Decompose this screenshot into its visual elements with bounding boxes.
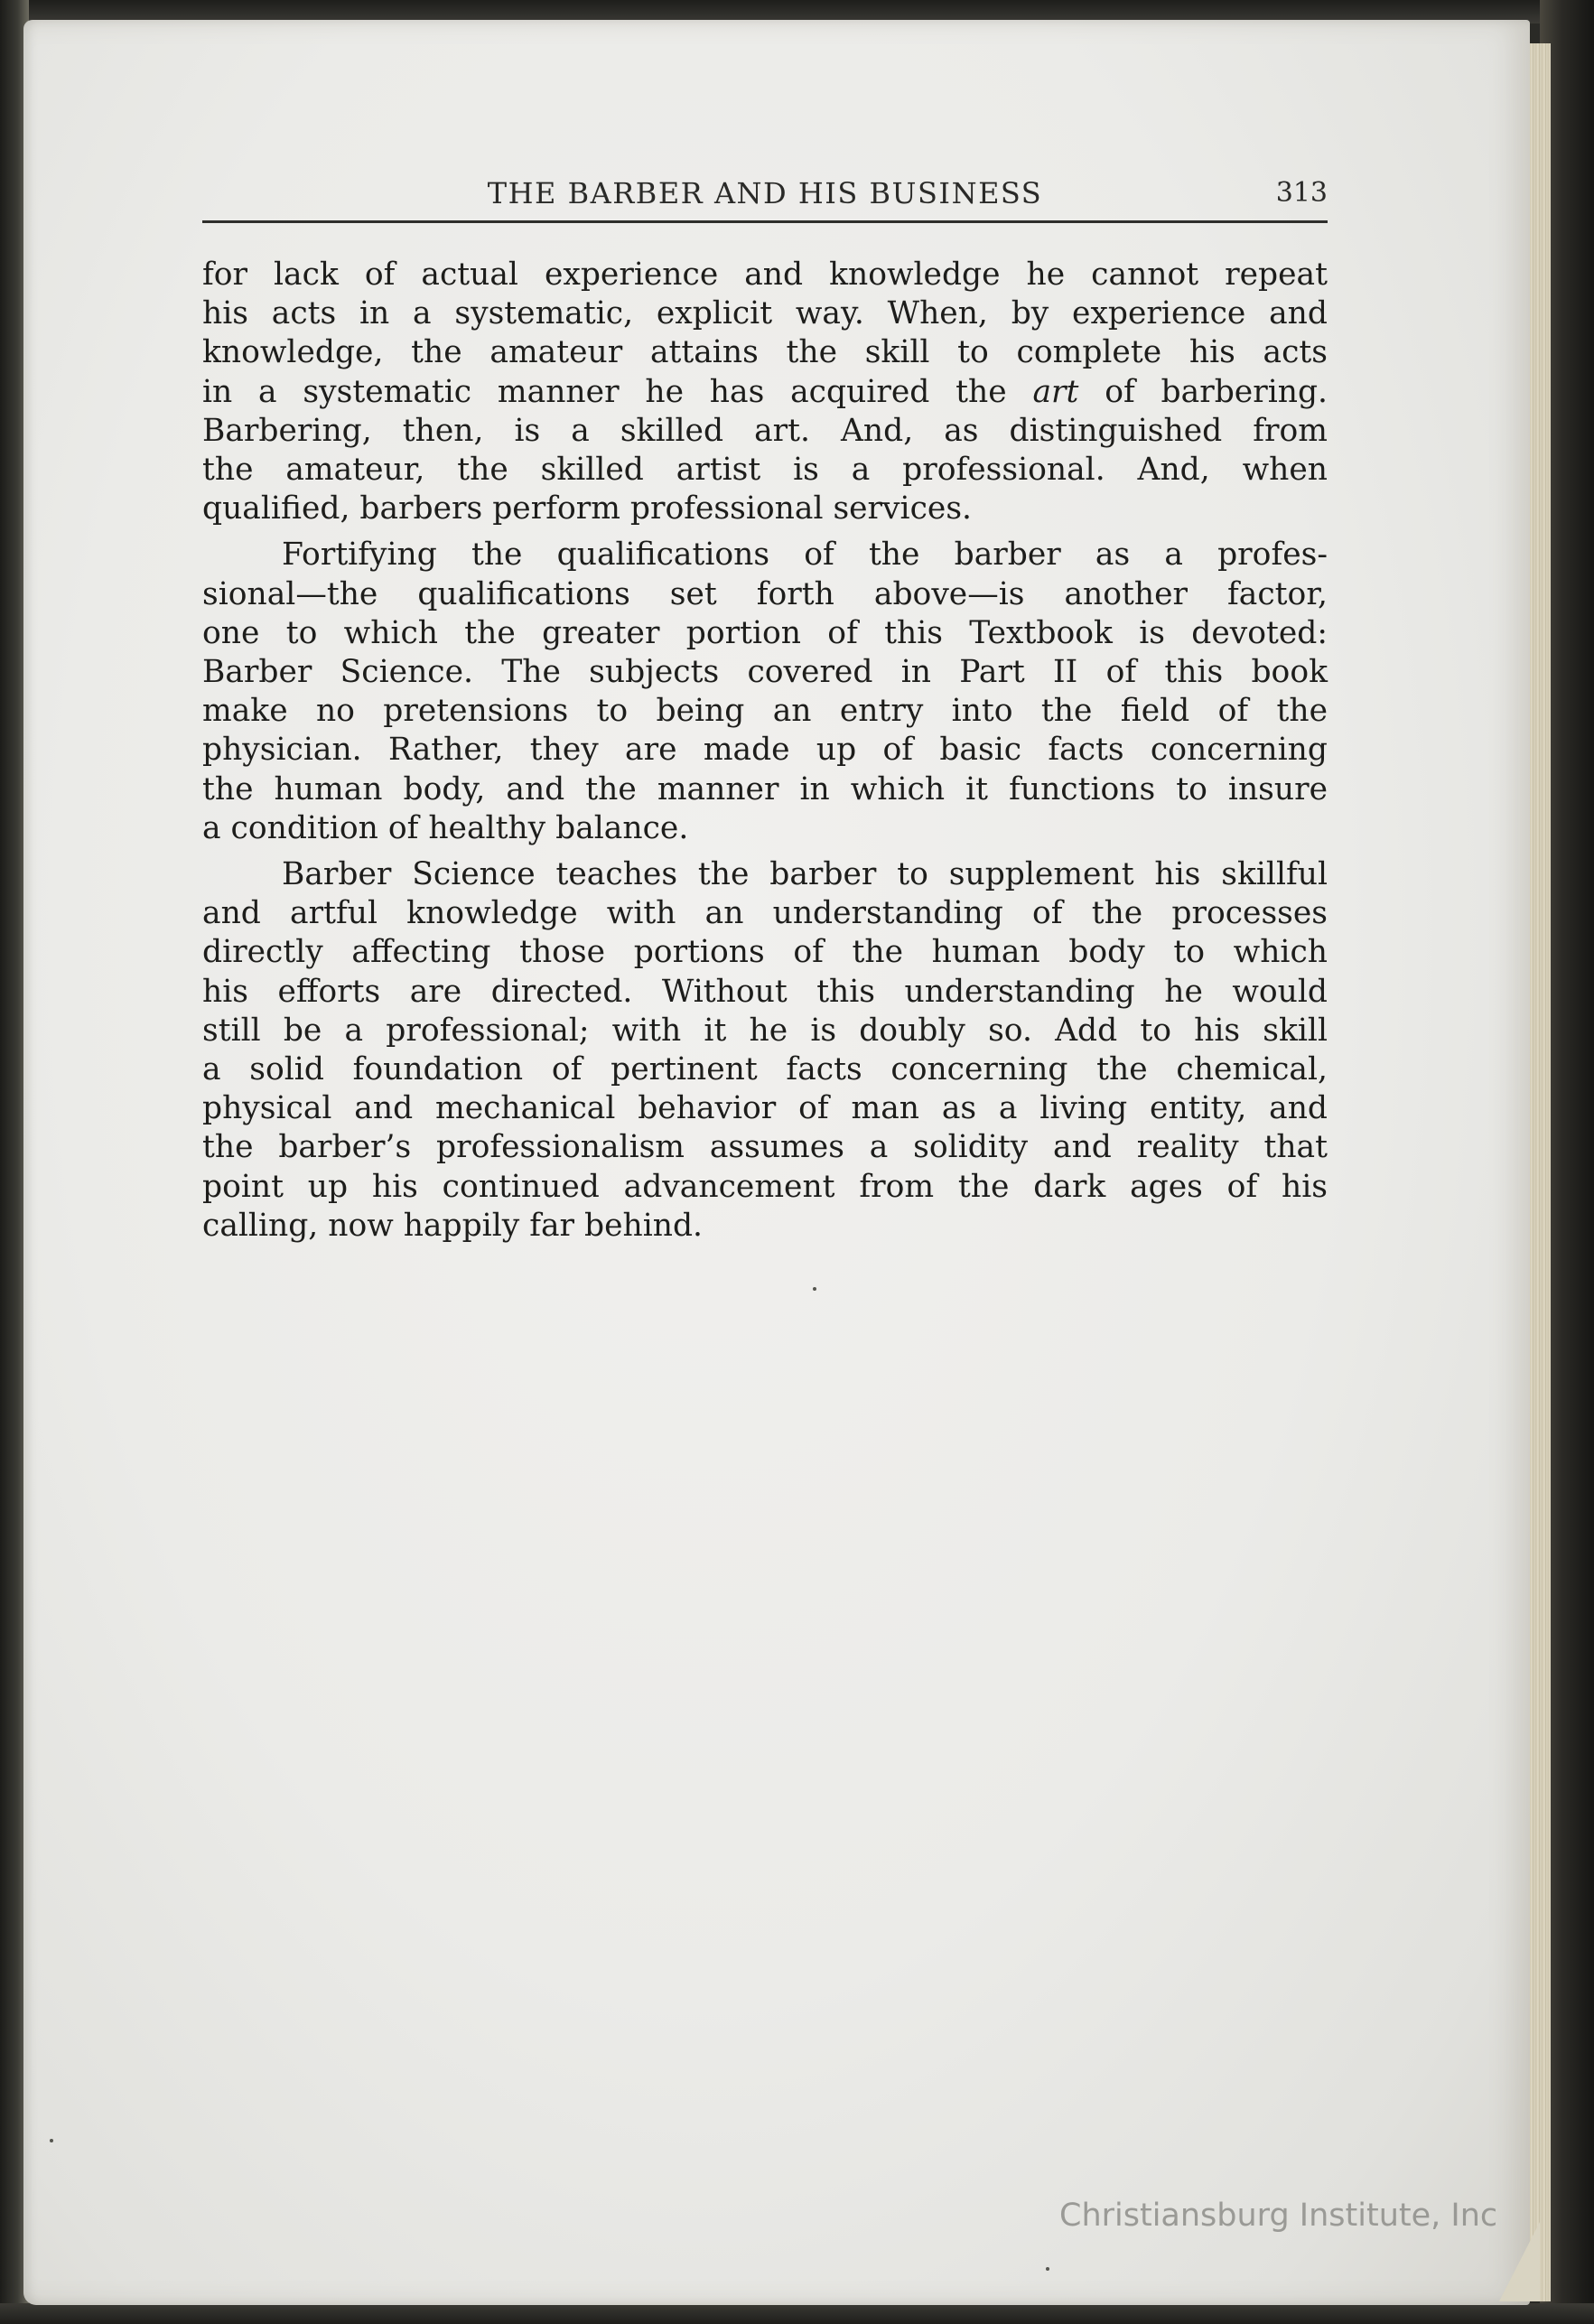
- text-line: the barber’s professionalism assumes a solidity and reality that: [202, 1129, 1328, 1166]
- paragraph-3: [202, 855, 1328, 1246]
- text-line: point up his continued advancement from the dark ages of his: [202, 1168, 1328, 1205]
- text-line: the amateur, the skilled artist is a professional. And, when: [202, 452, 1328, 489]
- running-header: [202, 175, 1328, 220]
- text-line: his efforts are directed. Without this understanding he would: [202, 973, 1328, 1010]
- text-line: Barber Science. The subjects covered in Part II of this book: [202, 654, 1328, 691]
- text-line: Barbering, then, is a skilled art. And, as distinguished from: [202, 412, 1328, 449]
- text-line: the human body, and the manner in which it functions to insure: [202, 770, 1328, 807]
- page-edges: [1526, 43, 1551, 2301]
- text-segment: of barbering.: [1105, 373, 1328, 410]
- text-line: his acts in a systematic, explicit way. When, by experience and: [202, 295, 1328, 332]
- text-line: calling, now happily far behind.: [202, 1207, 704, 1244]
- text-line: knowledge, the amateur attains the skill to complete his acts: [202, 334, 1328, 371]
- paper-speck: [1046, 2267, 1049, 2271]
- page-number: 313: [1275, 177, 1328, 209]
- text-line: one to which the greater portion of this Textbook is devoted:: [202, 614, 1328, 651]
- text-segment: in a systematic manner he has acquired the: [202, 373, 1007, 410]
- text-line: sional—the qualifications set forth above—is another factor,: [202, 575, 1328, 612]
- paper-speck: [813, 1287, 816, 1291]
- text-line: Barber Science teaches the barber to supplement his skillful: [282, 856, 1328, 893]
- paragraph-2: [202, 536, 1328, 848]
- text-line: Fortifying the qualifications of the barber as a profes-: [282, 537, 1328, 574]
- text-line-with-italic: [202, 373, 1328, 412]
- header-rule: [202, 220, 1328, 223]
- italic-term: art: [1032, 373, 1079, 410]
- running-title: THE BARBER AND HIS BUSINESS: [487, 176, 1043, 210]
- text-line: a condition of healthy balance.: [202, 809, 689, 846]
- text-line: a solid foundation of pertinent facts concerning the chemical,: [202, 1051, 1328, 1088]
- text-line: directly affecting those portions of the human body to which: [202, 934, 1328, 971]
- text-line: qualified, barbers perform professional services.: [202, 490, 972, 527]
- paragraph-1: [202, 256, 1328, 528]
- text-line: physical and mechanical behavior of man as a living entity, and: [202, 1090, 1328, 1127]
- text-line: physician. Rather, they are made up of basic facts concerning: [202, 732, 1328, 769]
- watermark-text: Christiansburg Institute, Inc: [1059, 2198, 1498, 2234]
- text-line: for lack of actual experience and knowledge he cannot repeat: [202, 257, 1328, 293]
- book-cover-bottom: [0, 2303, 1594, 2324]
- paper-speck: [50, 2139, 53, 2142]
- page-corner: [1499, 2222, 1540, 2301]
- body-text: [202, 256, 1328, 1253]
- text-line: make no pretensions to being an entry into the field of the: [202, 693, 1328, 730]
- text-line: and artful knowledge with an understanding of the processes: [202, 895, 1328, 932]
- text-line: still be a professional; with it he is doubly so. Add to his skill: [202, 1012, 1328, 1049]
